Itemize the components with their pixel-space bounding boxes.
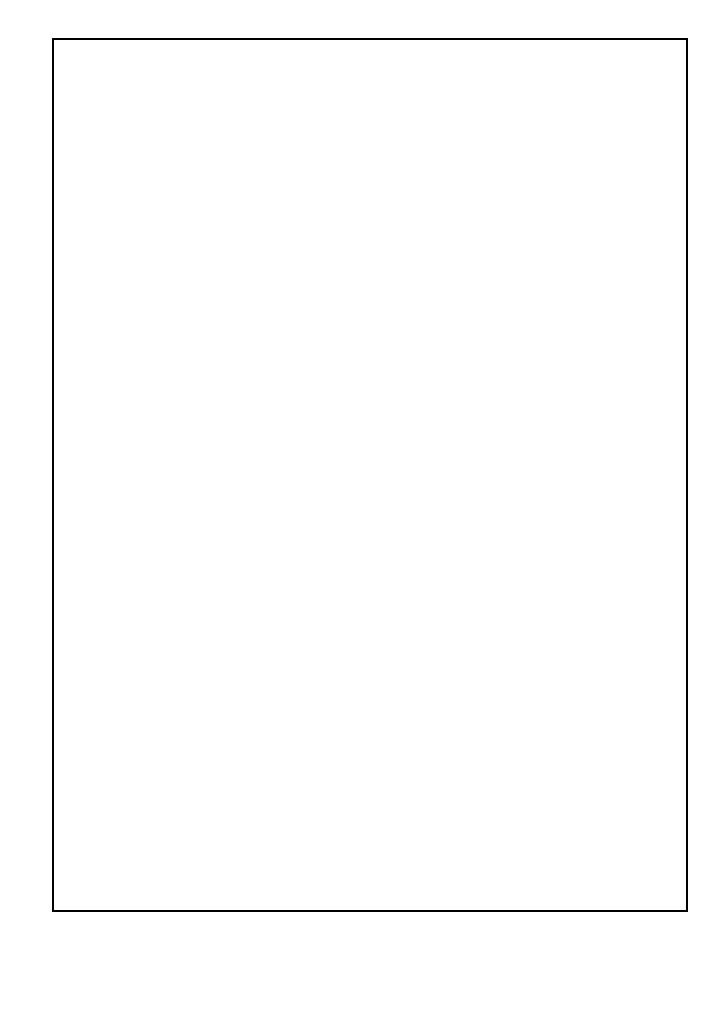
registration-form — [52, 38, 688, 912]
